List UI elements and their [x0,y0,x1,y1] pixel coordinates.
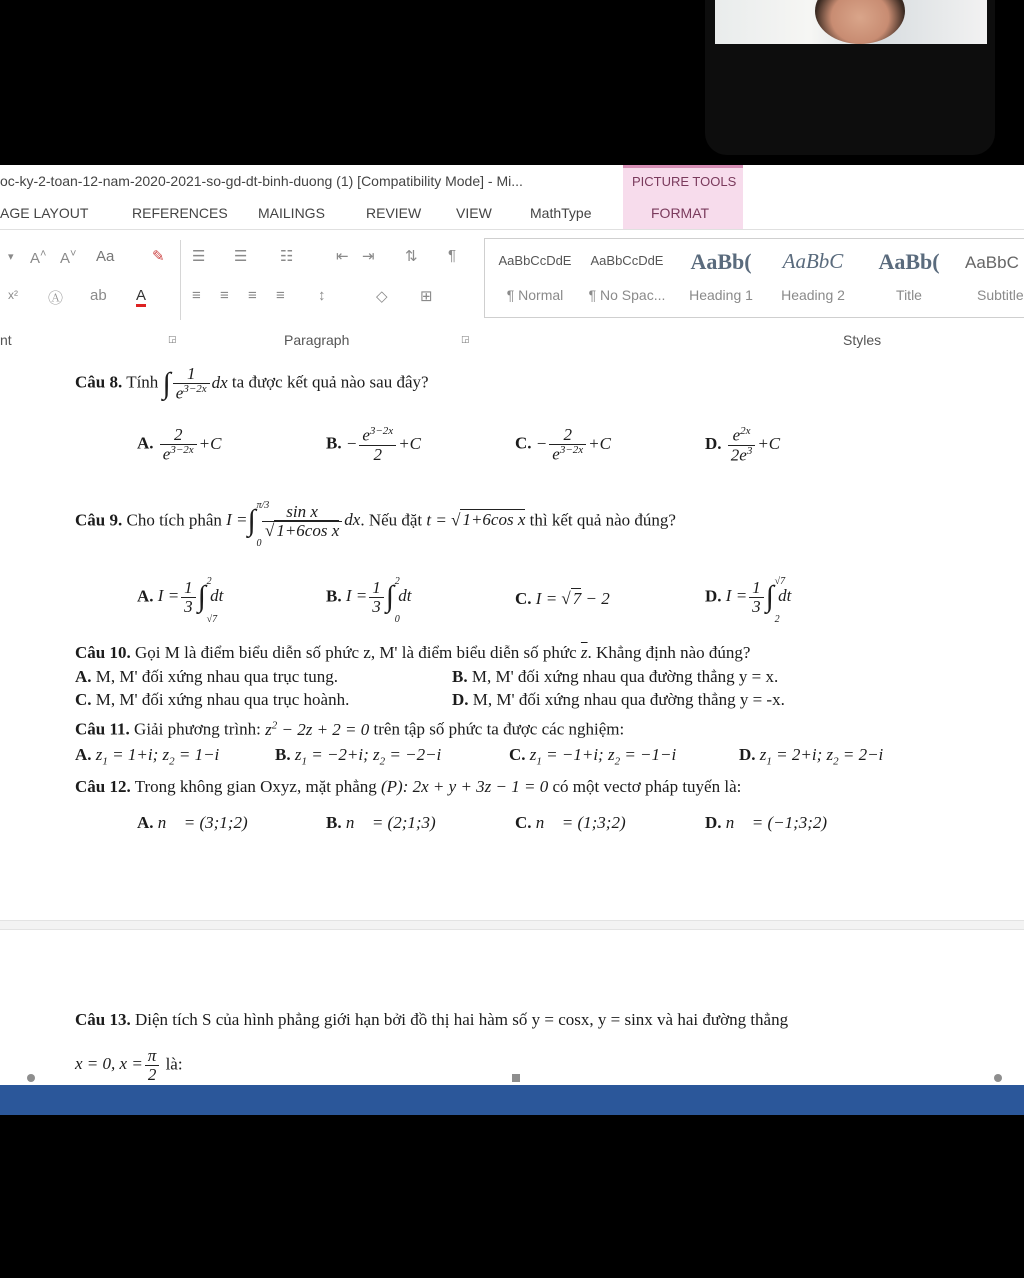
ribbon [0,229,1024,353]
tab-view[interactable]: VIEW [456,205,492,221]
paragraph-dialog-launcher-icon[interactable]: ◲ [461,334,470,344]
question-10: Câu 10. Gọi M là điểm biểu diễn số phức z, M' là điểm biểu diễn số phức $\overline{z}$. Khẳng định nào đúng? [75,643,751,662]
style-no-spacing[interactable]: AaBbCcDdE ¶ No Spac... [588,253,666,303]
shrink-font-icon[interactable]: A˅ [60,248,77,267]
question-12-option-d[interactable]: D. n⃗ = (−1;3;2) [705,813,828,832]
question-8: Câu 8. Tính ∫ $\frac{1}{e^{3-2x}}$ dx ta được kết quả nào sau đây? [75,364,429,403]
question-10-option-d[interactable]: D. M, M' đối xứng nhau qua đường thẳng y = -x. [452,690,785,709]
question-12-option-c[interactable]: C. n⃗ = (1;3;2) [515,813,626,832]
question-10-option-b[interactable]: B. M, M' đối xứng nhau qua đường thẳng y = x. [452,667,779,686]
picture-tools-label: PICTURE TOOLS [632,174,737,189]
question-11-option-b[interactable]: B. $z_1 = -2+i$; $z_2 = -2-i$ [275,745,442,768]
style-normal[interactable]: AaBbCcDdE ¶ Normal [498,253,572,303]
question-11: Câu 11. Giải phương trình: $z^2 - 2z + 2 = 0$ trên tập số phức ta được các nghiệm: [75,719,625,739]
tab-mailings[interactable]: MAILINGS [258,205,325,221]
decrease-indent-icon[interactable]: ⇤ [336,248,349,265]
superscript-icon[interactable]: x² [8,288,18,302]
sort-icon[interactable]: ⇅ [405,248,418,265]
title-bar [0,165,1024,197]
highlight-color-icon[interactable]: ab [90,287,107,304]
font-dialog-launcher-icon[interactable]: ◲ [168,334,177,344]
question-8-option-d[interactable]: D. $\frac{e^{2x}}{2e^3}$ +C [705,425,781,465]
document-page[interactable] [0,351,1024,911]
document-title: oc-ky-2-toan-12-nam-2020-2021-so-gd-dt-binh-duong (1) [Compatibility Mode] - Mi... [0,173,523,189]
multilevel-list-icon[interactable]: ☷ [280,248,294,265]
numbering-icon[interactable]: ☰ [234,248,248,265]
align-right-icon[interactable]: ≡ [248,287,257,304]
bullets-icon[interactable]: ☰ [192,248,206,265]
tab-format[interactable]: FORMAT [651,205,710,221]
question-8-option-c[interactable]: C. − $\frac{2}{e^{3-2x}}$ +C [515,425,611,464]
question-12-option-b[interactable]: B. n⃗ = (2;1;3) [326,813,436,832]
webcam-video [715,0,987,44]
question-11-option-d[interactable]: D. $z_1 = 2+i$; $z_2 = 2-i$ [739,745,884,768]
question-9-option-a[interactable]: A. I = $\frac{1}{3}$ ∫ 2 √7 dt [137,576,224,626]
paragraph-group-label: Paragraph [284,332,350,348]
font-size-dropdown-icon[interactable]: ▾ [8,251,14,263]
question-13: Câu 13. Diện tích S của hình phẳng giới hạn bởi đồ thị hai hàm số y = cosx, y = sinx và hai đường thẳng [75,1010,789,1029]
grow-font-icon[interactable]: A˄ [30,248,47,267]
style-heading-2[interactable]: AaBbC Heading 2 [781,249,845,303]
webcam-overlay [705,0,995,155]
word-window [0,165,1024,1115]
change-case-button[interactable]: Aa [96,248,115,265]
clear-formatting-icon[interactable]: ✎ [152,248,165,265]
page-break [0,920,1024,930]
borders-icon[interactable]: ⊞ [420,288,433,305]
question-8-option-a[interactable]: A. $\frac{2}{e^{3-2x}}$ +C [137,425,222,464]
question-12: Câu 12. Trong không gian Oxyz, mặt phẳng (P): 2x + y + 3z − 1 = 0 có một vectơ pháp tuyến là: [75,777,742,796]
font-group-label: nt [0,332,12,348]
style-title[interactable]: AaBb( Title [878,249,940,303]
align-center-icon[interactable]: ≡ [220,287,229,304]
style-subtitle[interactable]: AaBbC Subtitle [965,253,1024,303]
shading-icon[interactable]: ◇ [376,288,388,305]
tab-page-layout[interactable]: AGE LAYOUT [0,205,89,221]
style-heading-1[interactable]: AaBb( Heading 1 [689,249,753,303]
question-10-option-c[interactable]: C. M, M' đối xứng nhau qua trục hoành. [75,690,350,709]
tab-review[interactable]: REVIEW [366,205,422,221]
question-13-line-2: x = 0, x = $\frac{\pi}{2}$ là: [75,1046,183,1084]
question-8-option-b[interactable]: B. − $\frac{e^{3-2x}}{2}$ +C [326,425,421,464]
text-effects-icon[interactable]: Ⓐ [48,290,64,307]
question-11-option-c[interactable]: C. $z_1 = -1+i$; $z_2 = -1-i$ [509,745,677,768]
justify-icon[interactable]: ≡ [276,287,285,304]
question-9-option-c[interactable]: C. I = √ 7 − 2 [515,589,610,608]
tab-mathtype[interactable]: MathType [530,205,592,221]
resize-handle-right[interactable] [994,1074,1002,1082]
styles-gallery [484,238,1024,318]
show-formatting-icon[interactable]: ¶ [448,247,457,264]
question-9-option-b[interactable]: B. I = $\frac{1}{3}$ ∫ 2 0 dt [326,576,412,626]
tab-references[interactable]: REFERENCES [132,205,228,221]
line-spacing-icon[interactable]: ↕ [318,287,326,304]
presenter-face [815,0,905,44]
question-10-option-a[interactable]: A. M, M' đối xứng nhau qua trục tung. [75,667,339,686]
resize-handle-left[interactable] [27,1074,35,1082]
increase-indent-icon[interactable]: ⇥ [362,248,375,265]
status-bar [0,1085,1024,1115]
question-12-option-a[interactable]: A. n⃗ = (3;1;2) [137,813,248,832]
ribbon-tabs [0,197,1024,229]
font-color-icon[interactable]: A [136,287,146,307]
question-9: Câu 9. Cho tích phân I =∫ π/3 0 $\frac{\text{sin x}}{\text{√ 1+6cos x}}$ dx. Nếu đặt t = √ 1+6cos x thì kết quả nào đúng? [75,500,676,550]
question-9-option-d[interactable]: D. I = $\frac{1}{3}$ ∫ √7 2 dt [705,576,792,626]
resize-handle-center[interactable] [512,1074,520,1082]
align-left-icon[interactable]: ≡ [192,287,201,304]
styles-group-label: Styles [843,332,882,348]
question-11-option-a[interactable]: A. $z_1 = 1+i$; $z_2 = 1-i$ [75,745,220,768]
